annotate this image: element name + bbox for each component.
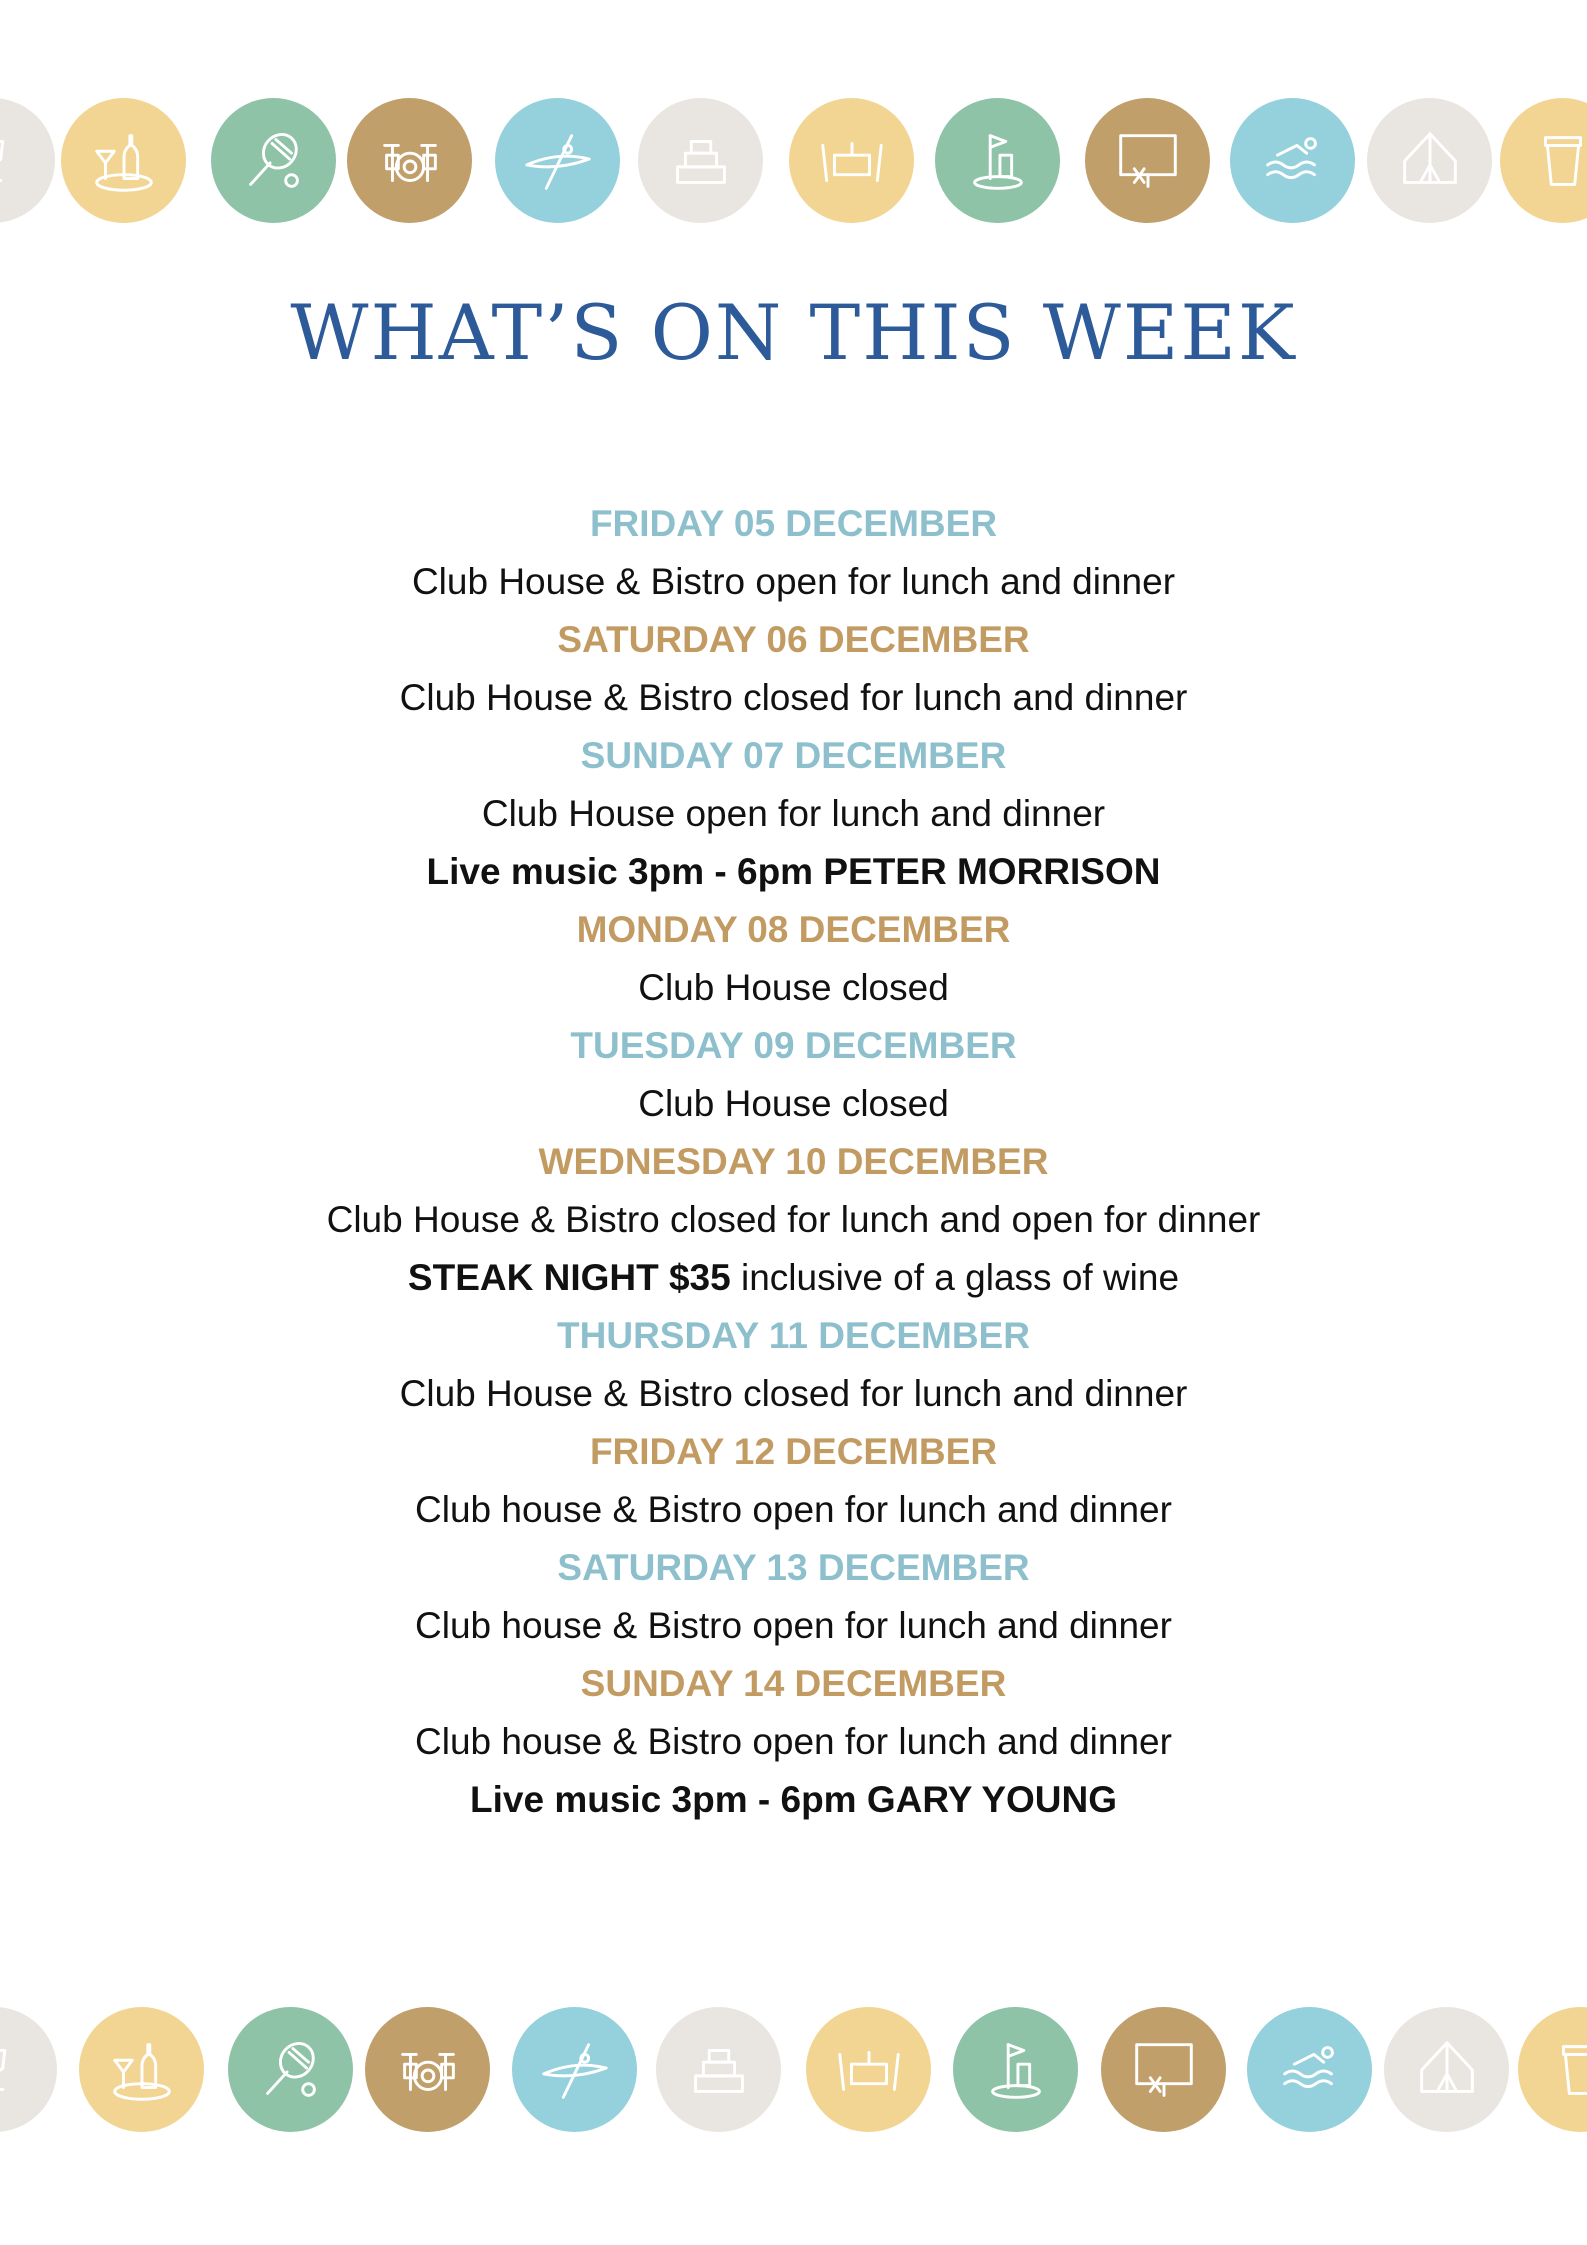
wine-glass-icon	[0, 98, 55, 223]
dining-table-icon	[789, 98, 914, 223]
steak-night-label: STEAK NIGHT $35	[407, 1257, 731, 1298]
day-info: Club house & Bistro open for lunch and dinner	[415, 1605, 1172, 1646]
day-heading: FRIDAY 05 DECEMBER	[589, 503, 998, 544]
coffee-cup-icon	[1500, 98, 1587, 223]
day-heading: THURSDAY 11 DECEMBER	[557, 1315, 1030, 1356]
day-heading: SATURDAY 13 DECEMBER	[557, 1547, 1030, 1588]
day-info: Club house & Bistro open for lunch and dinner	[415, 1721, 1172, 1762]
live-music-line: Live music 3pm - 6pm PETER MORRISON	[426, 851, 1161, 892]
day-heading: SUNDAY 14 DECEMBER	[580, 1663, 1007, 1704]
day-heading: TUESDAY 09 DECEMBER	[570, 1025, 1017, 1066]
tennis-icon	[211, 98, 336, 223]
day-info: Club House closed	[638, 967, 949, 1008]
day-info: Club House & Bistro closed for lunch and open for dinner	[326, 1199, 1261, 1240]
wedding-cake-icon	[656, 2007, 781, 2132]
day-info: Club House & Bistro closed for lunch and dinner	[399, 677, 1188, 718]
wine-dining-icon	[79, 2007, 204, 2132]
day-info: Club House & Bistro open for lunch and dinner	[411, 561, 1176, 602]
kayak-icon	[512, 2007, 637, 2132]
wedding-cake-icon	[638, 98, 763, 223]
drum-kit-icon	[347, 98, 472, 223]
day-info: Club House closed	[638, 1083, 949, 1124]
tennis-icon	[228, 2007, 353, 2132]
swimming-icon	[1247, 2007, 1372, 2132]
marquee-icon	[1384, 2007, 1509, 2132]
kayak-icon	[495, 98, 620, 223]
coffee-cup-icon	[1518, 2007, 1587, 2132]
cinema-icon	[1101, 2007, 1226, 2132]
day-heading: WEDNESDAY 10 DECEMBER	[538, 1141, 1049, 1182]
wine-glass-icon	[0, 2007, 57, 2132]
drum-kit-icon	[365, 2007, 490, 2132]
swimming-icon	[1230, 98, 1355, 223]
marquee-icon	[1367, 98, 1492, 223]
icon-row-bottom	[0, 2007, 1587, 2132]
day-info: Club house & Bistro open for lunch and dinner	[415, 1489, 1172, 1530]
day-heading: SATURDAY 06 DECEMBER	[557, 619, 1030, 660]
icon-row-top	[0, 98, 1587, 223]
schedule	[0, 495, 1587, 1829]
day-info: Club House open for lunch and dinner	[481, 793, 1106, 834]
wine-dining-icon	[61, 98, 186, 223]
dining-table-icon	[806, 2007, 931, 2132]
steak-night-line	[0, 1249, 1587, 1307]
day-heading: MONDAY 08 DECEMBER	[576, 909, 1011, 950]
day-info: Club House & Bistro closed for lunch and dinner	[399, 1373, 1188, 1414]
golf-icon	[953, 2007, 1078, 2132]
day-heading: SUNDAY 07 DECEMBER	[580, 735, 1007, 776]
cinema-icon	[1085, 98, 1210, 223]
golf-icon	[935, 98, 1060, 223]
live-music-line: Live music 3pm - 6pm GARY YOUNG	[470, 1779, 1117, 1820]
day-heading: FRIDAY 12 DECEMBER	[589, 1431, 998, 1472]
steak-night-detail: inclusive of a glass of wine	[730, 1257, 1180, 1298]
page-title: WHAT’S ON THIS WEEK	[290, 288, 1297, 377]
